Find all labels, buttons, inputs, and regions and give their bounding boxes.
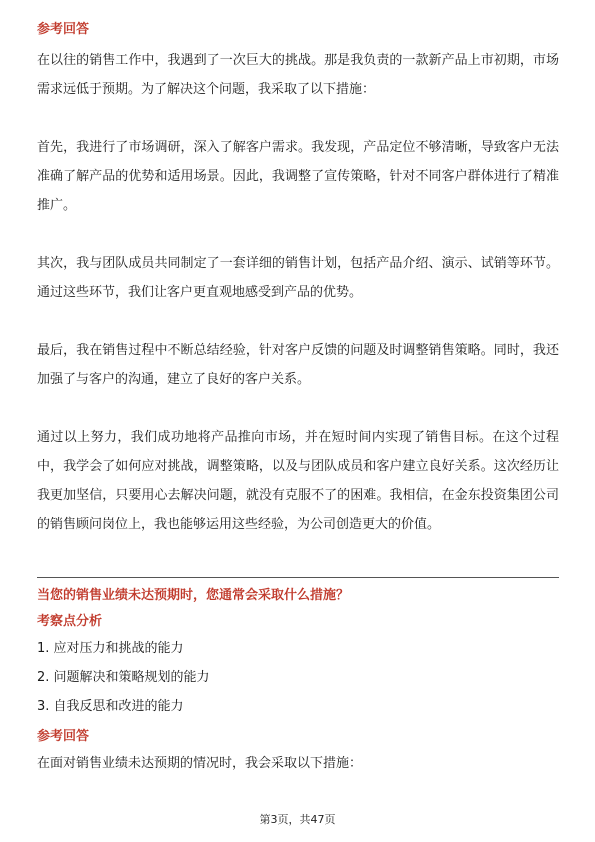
page-number: 第3页，共47页 bbox=[259, 813, 336, 826]
answer-paragraph-3: 其次，我与团队成员共同制定了一套详细的销售计划，包括产品介绍、演示、试销等环节。通过这些环节，我们让客户更直观地感受到产品的优势。 bbox=[37, 256, 559, 300]
analysis-heading: 考察点分析 bbox=[37, 614, 103, 629]
answer-heading-2: 参考回答 bbox=[37, 729, 90, 744]
section-question-2 bbox=[37, 586, 559, 778]
answer-paragraph-5: 通过以上努力，我们成功地将产品推向市场，并在短时间内实现了销售目标。在这个过程中，我学会了如何应对挑战，调整策略，以及与团队成员和客户建立良好关系。这次经历让我更加坚信，只要用心去解决问题，就没有克服不了的困难。我相信，在金东投资集团公司的销售顾问岗位上，我也能够运用这些经验，为公司创造更大的价值。 bbox=[37, 430, 559, 532]
analysis-item: 1. 应对压力和挑战的能力 bbox=[37, 641, 184, 656]
analysis-item: 2. 问题解决和策略规划的能力 bbox=[37, 670, 210, 685]
analysis-list bbox=[37, 634, 559, 721]
analysis-item: 3. 自我反思和改进的能力 bbox=[37, 699, 184, 714]
section-answer-1 bbox=[37, 20, 559, 539]
answer-intro: 在面对销售业绩未达预期的情况时，我会采取以下措施： bbox=[37, 756, 363, 771]
answer-paragraph-2: 首先，我进行了市场调研，深入了解客户需求。我发现，产品定位不够清晰，导致客户无法准确了解产品的优势和适用场景。因此，我调整了宣传策略，针对不同客户群体进行了精准推广。 bbox=[37, 140, 559, 213]
answer-heading: 参考回答 bbox=[37, 22, 90, 37]
answer-paragraph-4: 最后，我在销售过程中不断总结经验，针对客户反馈的问题及时调整销售策略。同时，我还加强了与客户的沟通，建立了良好的客户关系。 bbox=[37, 343, 559, 387]
answer-paragraph-1: 在以往的销售工作中，我遇到了一次巨大的挑战。那是我负责的一款新产品上市初期，市场需求远低于预期。为了解决这个问题，我采取了以下措施： bbox=[37, 53, 559, 97]
section-divider bbox=[37, 577, 559, 578]
question-text: 当您的销售业绩未达预期时，您通常会采取什么措施？ bbox=[37, 588, 350, 603]
